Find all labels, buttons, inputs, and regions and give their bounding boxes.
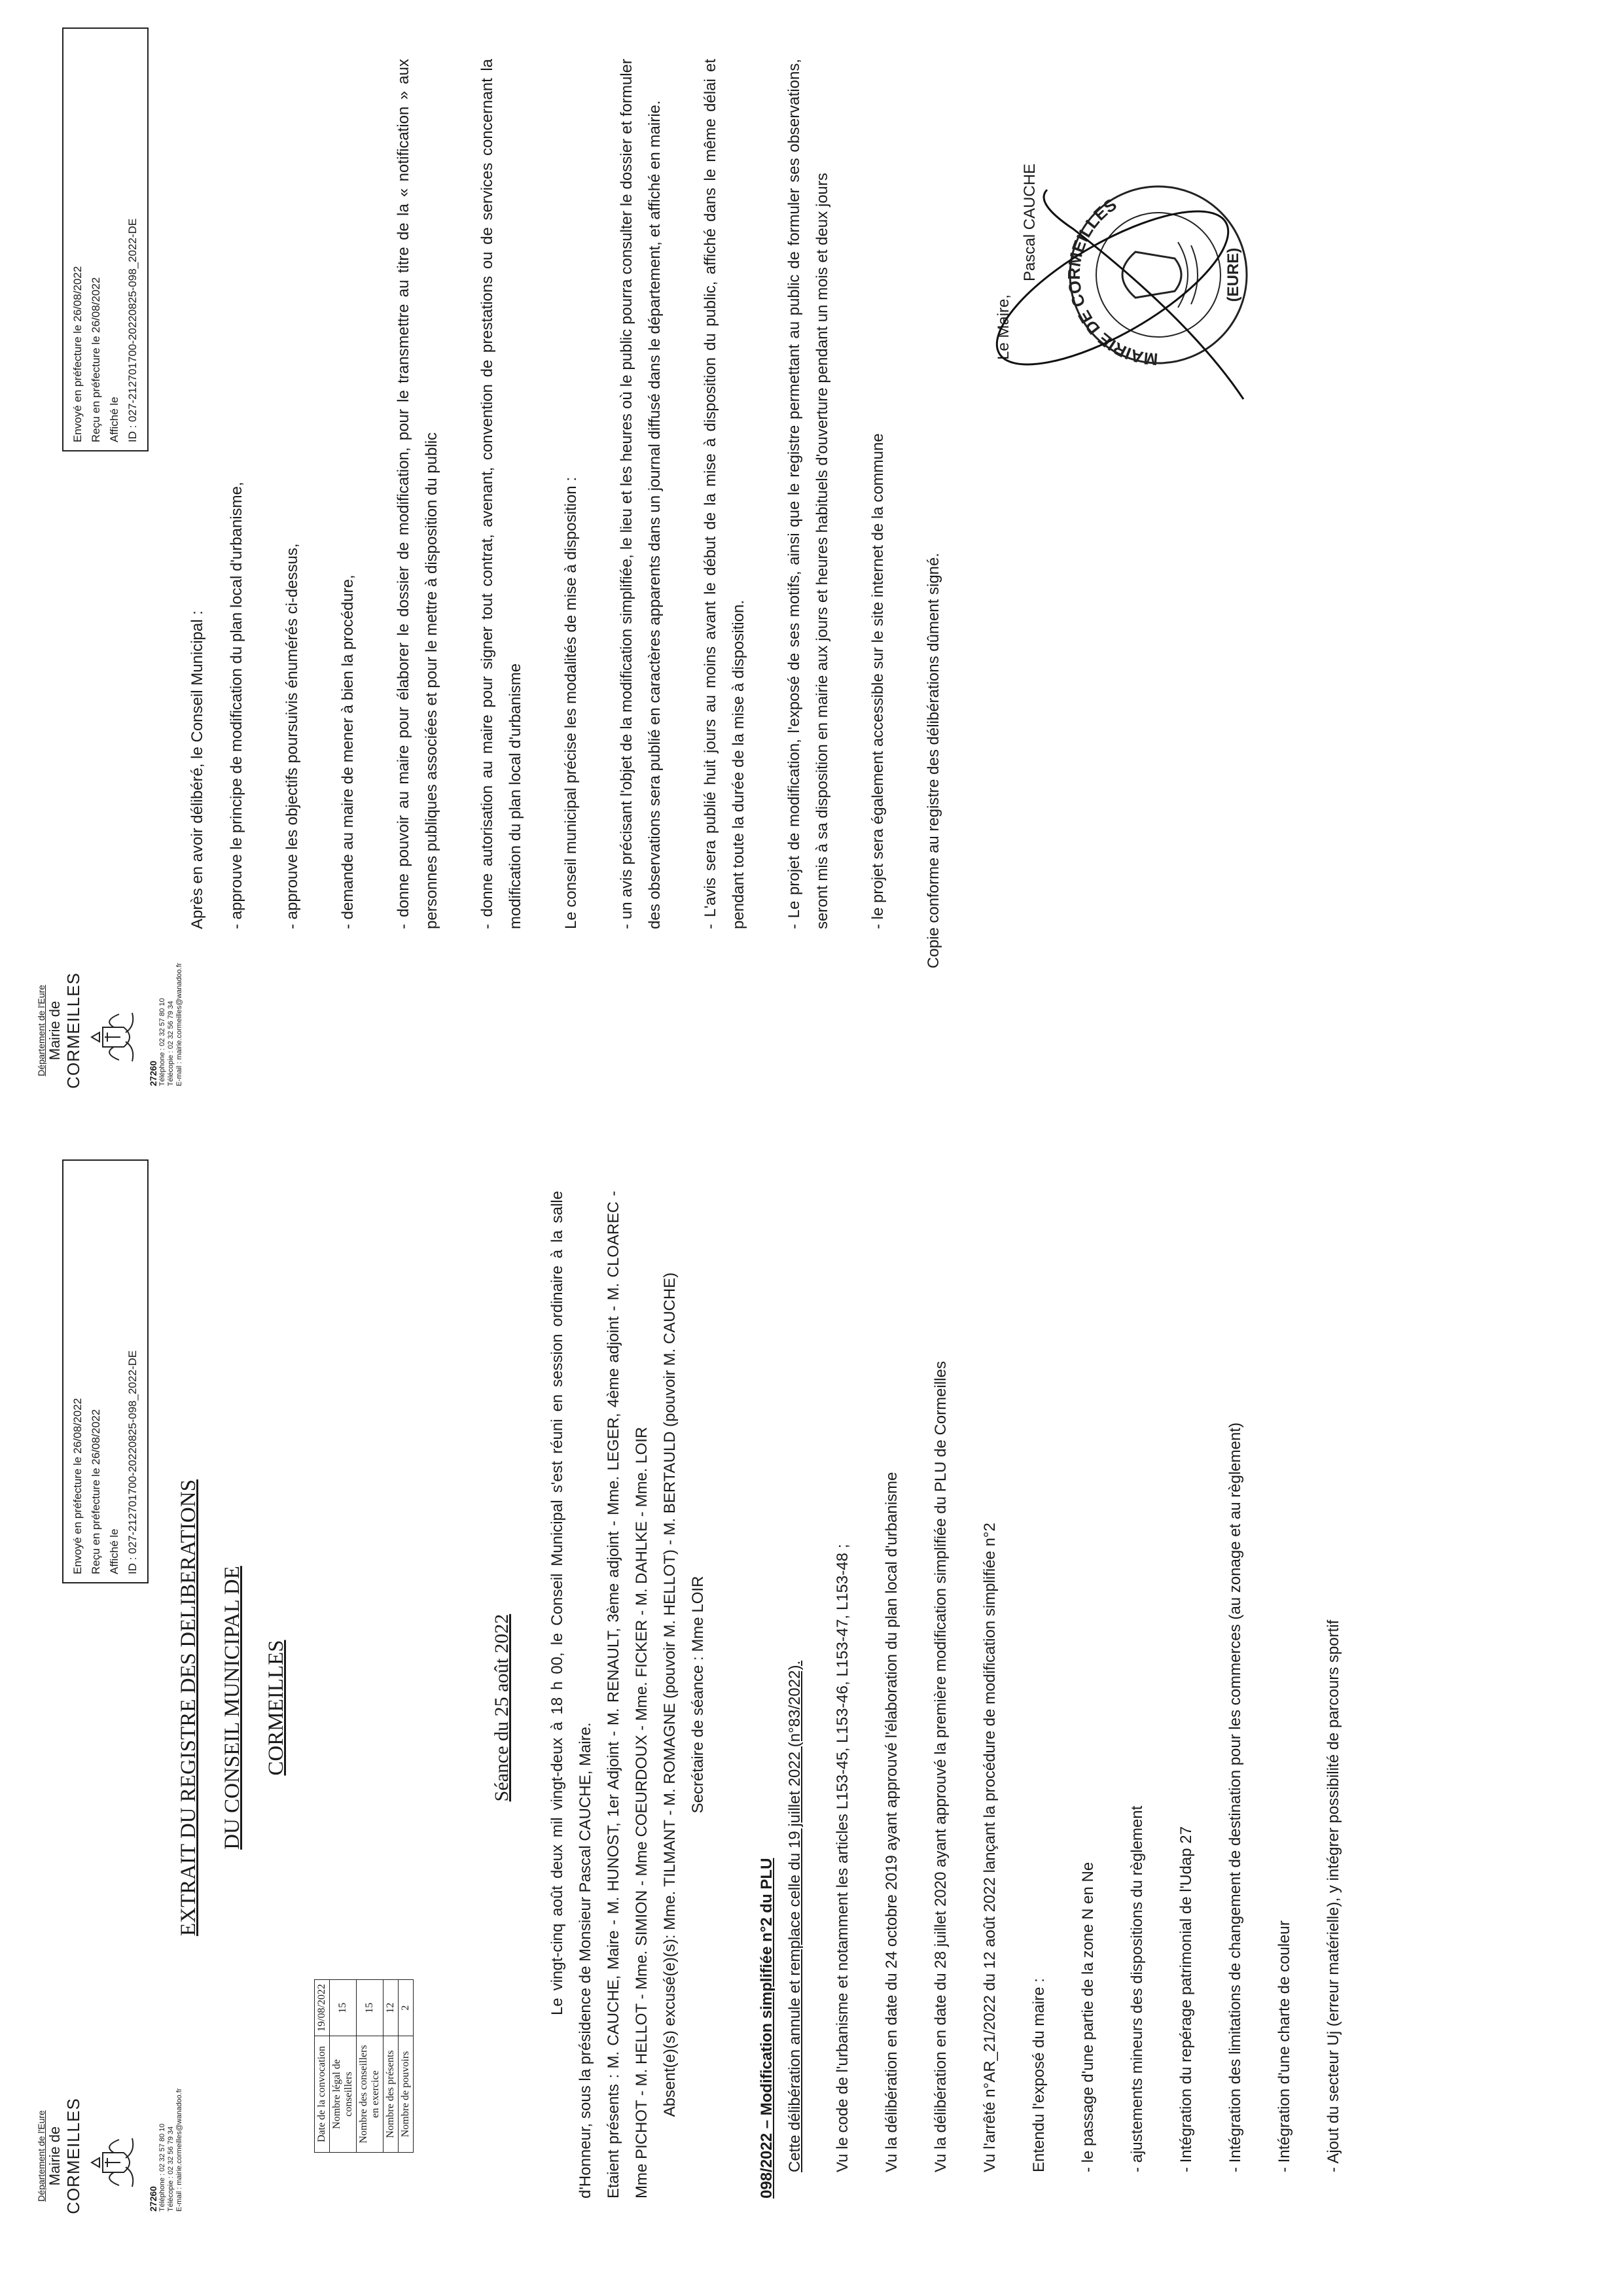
list-item: - Intégration des limitations de changement de destination pour les commerces (au zonage et au règlement)	[1226, 1422, 1244, 2172]
list-item: - L'avis sera publié huit jours au moins avant le début de la mise à disposition du public, affiché dans le même délai et pendant toute la durée de la mise à disposition.	[702, 59, 747, 929]
attendance-block	[543, 1191, 712, 2199]
deliberation-block	[753, 1191, 1368, 2199]
stamp-recu: Reçu en préfecture le 26/08/2022	[90, 1409, 102, 1574]
table-row	[399, 1980, 414, 2153]
logo-department: Département de l'Eure	[36, 985, 46, 1076]
logo-contact-3: E-mail : mairie.cormeilles@wanadoo.fr	[175, 2088, 183, 2212]
logo-city: CORMEILLES	[63, 972, 83, 1089]
svg-text:MAIRIE DE CORMEILLES	[1064, 194, 1159, 369]
logo-contact-1: Téléphone : 02 32 57 80 10	[158, 998, 166, 1086]
modalites-intro: Le conseil municipal précise les modalités de mise à disposition :	[562, 476, 580, 929]
signature-le-maire: Le Maire,	[995, 294, 1012, 360]
list-item: - Le projet de modification, l'exposé de ses motifs, ainsi que le registre permettant au public de formuler ses observations, seront mis à sa disposition en mairie aux jours et heures habituels d'ouverture pendant un mois et deux jours	[785, 59, 831, 929]
table-cell: 15	[330, 1980, 357, 2036]
list-item: Vu l'arrêté n°AR_21/2022 du 12 août 2022 lançant la procédure de modification simplifiée n°2	[981, 1523, 999, 2172]
stamp-envoye: Envoyé en préfecture le 26/08/2022	[71, 1398, 84, 1574]
attendance-present: Etaient présents : M. CAUCHE, Maire - M. HUNOST, 1er Adjoint - M. RENAULT, 3ème adjoint - Mme. LEGER, 4ème adjoint - M. CLOAREC - Mme PICHOT - M. HELLOT - Mme. SIMION - Mme COEURDOUX - Mme. FICKER - M. DAHLKE - Mme. LOIR	[605, 1191, 651, 2199]
seal-text: MAIRIE DE CORMEILLES	[1063, 194, 1159, 370]
logo-postal: 27260	[148, 1061, 158, 1086]
table-cell: Nombre des présents	[383, 2036, 399, 2153]
table-row	[315, 1980, 330, 2153]
table-cell: 12	[383, 1980, 399, 2036]
page-1	[26, 1139, 1584, 2251]
decision-intro: Après en avoir délibéré, le Conseil Municipal :	[188, 610, 206, 929]
table-cell: Date de la convocation	[315, 2036, 330, 2153]
list-item: - Ajout du secteur Uj (erreur matérielle), y intégrer possibilité de parcours sportif	[1325, 1619, 1342, 2172]
mayor-signature	[995, 98, 1270, 438]
list-item: - donne autorisation au maire pour signer tout contrat, avenant, convention de prestations ou de services concernant la modification du plan local d'urbanisme	[478, 59, 524, 929]
stamp-affiche: Affiché le	[108, 1528, 120, 1574]
prefecture-stamp	[62, 1159, 149, 1583]
list-item: - un avis précisant l'objet de la modification simplifiée, le lieu et les heures où le public pourra consulter le dossier et formuler des observations sera publié en caractères apparents dans un journal diffusé dans le département, et affiché en mairie.	[618, 59, 664, 929]
logo-mairie: Mairie de	[46, 2126, 63, 2186]
list-item: - approuve le principe de modification du plan local d'urbanisme,	[228, 482, 245, 929]
list-item: - ajustements mineurs des dispositions du règlement	[1128, 1805, 1146, 2172]
stamp-recu: Reçu en préfecture le 26/08/2022	[90, 277, 102, 442]
document-title	[177, 1413, 308, 2002]
stamp-id: ID : 027-212701700-20220825-098_2022-DE	[126, 218, 139, 442]
list-item: - Intégration du repérage patrimonial de l'Udap 27	[1177, 1826, 1195, 2172]
mairie-logo	[36, 2055, 187, 2212]
table-cell: 19/08/2022	[315, 1980, 330, 2036]
title-line-2: DU CONSEIL MUNICIPAL DE	[221, 1566, 244, 1850]
title-line-1: EXTRAIT DU REGISTRE DES DELIBERATIONS	[177, 1479, 200, 1936]
summary-table	[314, 1979, 414, 2153]
list-item: - approuve les objectifs poursuivis énumérés ci-dessus,	[283, 543, 301, 929]
list-item: Vu la délibération en date du 24 octobre 2019 ayant approuvé l'élaboration du plan local d'urbanisme	[883, 1472, 901, 2172]
table-cell: 15	[357, 1980, 383, 2036]
logo-contact-2: Télécopie : 02 32 56 79 34	[167, 2126, 175, 2212]
signature-name: Pascal CAUCHE	[1021, 163, 1039, 281]
table-cell: 2	[399, 1980, 414, 2036]
title-line-3: CORMEILLES	[264, 1640, 288, 1776]
decision-list	[223, 59, 948, 968]
logo-contact-2: Télécopie : 02 32 56 79 34	[167, 1000, 175, 1086]
expose-intro: Entendu l'exposé du maire :	[1030, 1978, 1048, 2172]
list-item: - le passage d'une partie de la zone N en Ne	[1079, 1862, 1097, 2172]
logo-postal: 27260	[148, 2186, 158, 2212]
table-cell: Nombre des conseillers en exercice	[357, 2036, 383, 2153]
deliberation-heading: 098/2022 – Modification simplifiée n°2 du PLU	[758, 1858, 776, 2199]
mairie-logo	[36, 929, 187, 1089]
page-2	[26, 13, 1584, 1125]
stamp-affiche: Affiché le	[108, 397, 120, 442]
attendance-absent: Absent(e)(s) excusé(e)(s): Mme. TILMANT - M. ROMAGNE (pouvoir M. HELLOT) - M. BERTAULD (pouvoir M. CAUCHE)	[661, 1272, 679, 2117]
table-row	[357, 1980, 383, 2153]
list-item: - donne pouvoir au maire pour élaborer le dossier de modification, pour le transmettre au titre de la « notification » aux personnes publiques associées et pour le mettre à disposition du public	[395, 59, 440, 929]
table-cell: Nombre légal de conseillers	[330, 2036, 357, 2153]
mairie-seal-icon	[995, 98, 1270, 438]
deliberation-subheading: Cette délibération annule et remplace celle du 19 juillet 2022 (n°83/2022).	[786, 1660, 804, 2172]
prefecture-stamp	[62, 27, 149, 451]
seal-dept: (EURE)	[1224, 247, 1242, 302]
list-item: - le projet sera également accessible sur le site internet de la commune	[869, 433, 887, 929]
vu-list	[829, 1191, 1347, 2199]
table-row	[383, 1980, 399, 2153]
attendance-secretary: Secrétaire de séance : Mme LOIR	[689, 1576, 707, 1814]
list-item: Vu la délibération en date du 28 juillet 2020 ayant approuvé la première modification simplifiée du PLU de Cormeilles	[932, 1361, 950, 2172]
logo-city: CORMEILLES	[63, 2098, 83, 2214]
list-item: - demande au maire de mener à bien la procédure,	[339, 574, 357, 929]
logo-mairie: Mairie de	[46, 1000, 63, 1061]
attendance-intro: Le vingt-cinq août deux mil vingt-deux à 18 h 00, le Conseil Municipal s'est réuni en session ordinaire à la salle d'Honneur, sous la présidence de Monsieur Pascal CAUCHE, Maire.	[548, 1191, 594, 2199]
seance-date: Séance du 25 août 2022	[491, 1614, 512, 1802]
copie-conforme: Copie conforme au registre des délibérations dûment signé.	[925, 552, 942, 968]
city-crest-icon	[86, 1008, 145, 1067]
stamp-envoye: Envoyé en préfecture le 26/08/2022	[71, 266, 84, 442]
logo-contact-1: Téléphone : 02 32 57 80 10	[158, 2123, 166, 2212]
logo-contact-3: E-mail : mairie.cormeilles@wanadoo.fr	[175, 963, 183, 1086]
table-cell: Nombre de pouvoirs	[399, 2036, 414, 2153]
stamp-id: ID : 027-212701700-20220825-098_2022-DE	[126, 1350, 139, 1574]
table-row	[330, 1980, 357, 2153]
list-item: Vu le code de l'urbanisme et notamment les articles L153-45, L153-46, L153-47, L153-48 ;	[834, 1544, 851, 2172]
city-crest-icon	[86, 2133, 145, 2192]
list-item: - Intégration d'une charte de couleur	[1275, 1920, 1293, 2172]
logo-department: Département de l'Eure	[36, 2110, 46, 2202]
